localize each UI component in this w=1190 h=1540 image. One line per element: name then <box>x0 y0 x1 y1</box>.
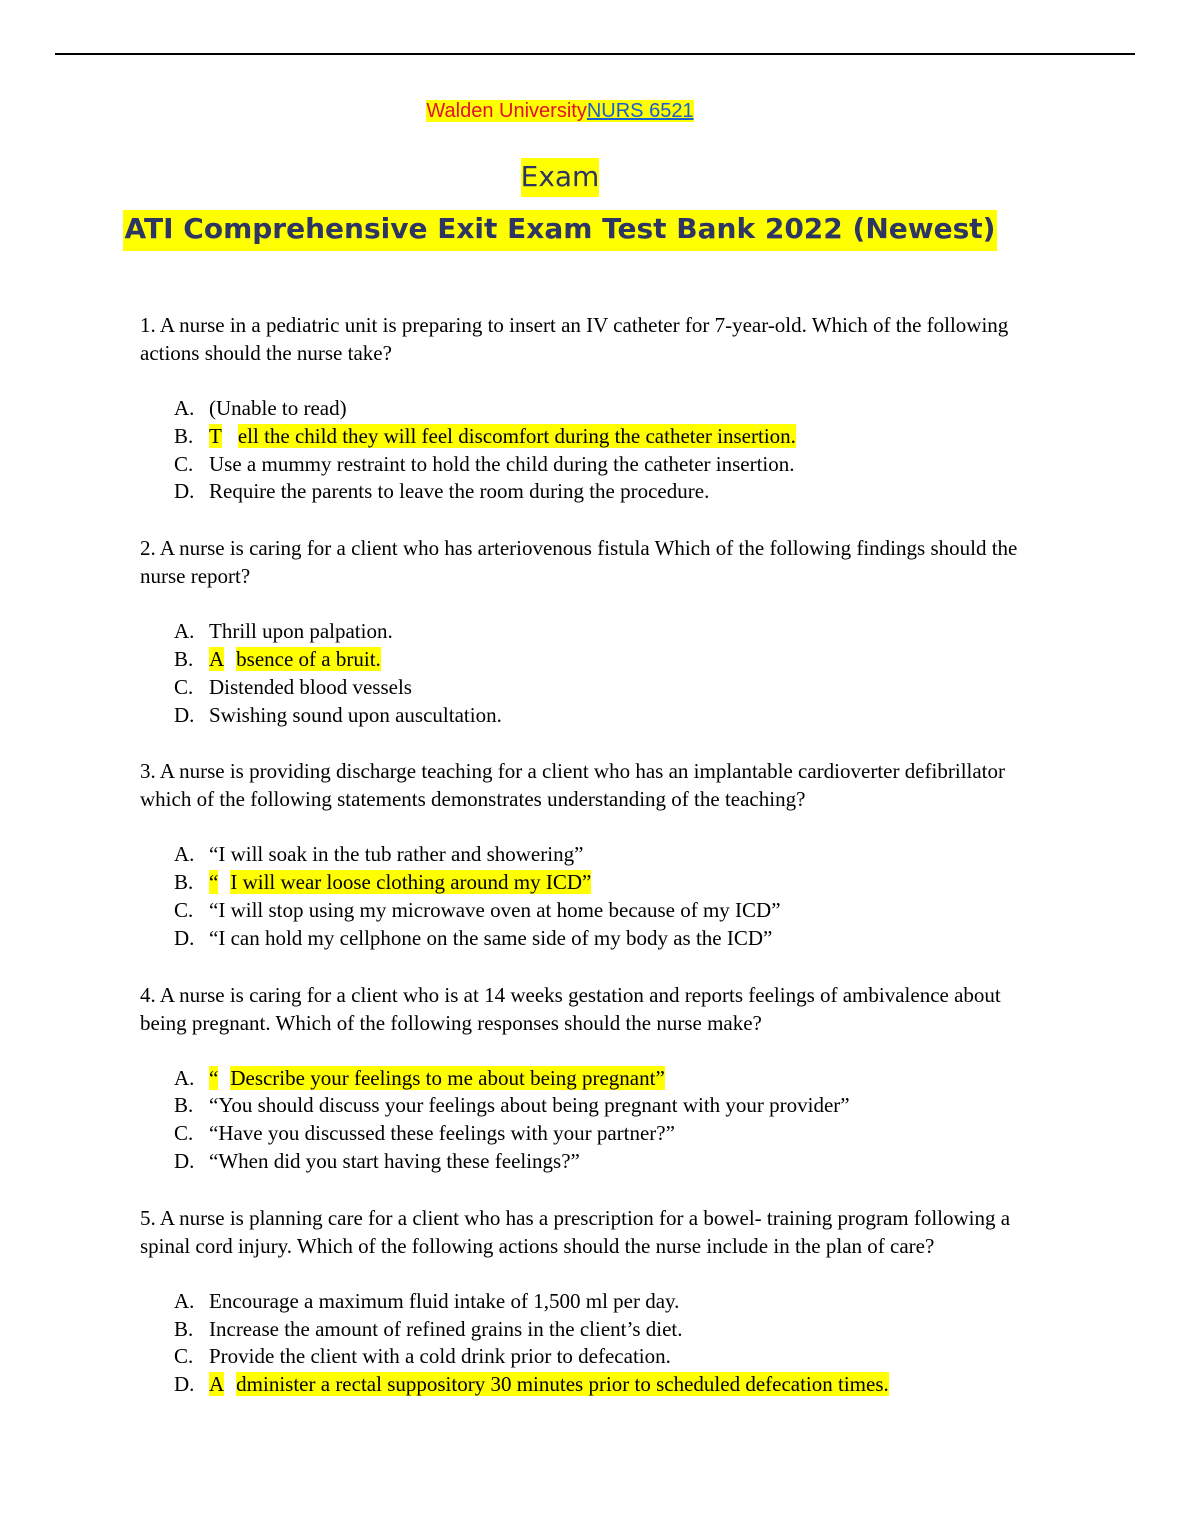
exam-label <box>0 160 1120 193</box>
option-b <box>140 1092 1040 1120</box>
question-1 <box>140 311 1040 506</box>
option-letter: D. <box>174 925 195 950</box>
option-letter: A. <box>174 619 195 644</box>
answer-highlight-initial: “ <box>209 1065 219 1090</box>
option-letter: C. <box>174 1121 194 1146</box>
option-a <box>140 395 1040 423</box>
option-text: Thrill upon palpation. <box>209 619 393 644</box>
university-name: Walden University <box>426 100 587 122</box>
option-text: “I can hold my cellphone on the same side of my body as the ICD” <box>209 925 773 950</box>
option-letter: B. <box>174 646 194 671</box>
option-b-correct <box>140 423 1040 451</box>
option-letter: B. <box>174 1316 194 1341</box>
option-text: “I will stop using my microwave oven at home because of my ICD” <box>209 897 781 922</box>
option-d-correct <box>140 1371 1040 1399</box>
option-c <box>140 451 1040 479</box>
option-d <box>140 702 1040 730</box>
option-text: “I will soak in the tub rather and showering” <box>209 842 584 867</box>
option-a <box>140 841 1040 869</box>
question-list <box>140 311 1040 1427</box>
option-d <box>140 925 1040 953</box>
option-text: Require the parents to leave the room during the procedure. <box>209 479 710 504</box>
option-letter: D. <box>174 479 195 504</box>
option-d <box>140 478 1040 506</box>
option-text: “Have you discussed these feelings with your partner?” <box>209 1121 675 1146</box>
option-letter: D. <box>174 1148 195 1173</box>
question-2 <box>140 534 1040 729</box>
option-c <box>140 1120 1040 1148</box>
option-text: Increase the amount of refined grains in the client’s diet. <box>209 1316 683 1341</box>
answer-highlight-initial: A <box>209 1372 225 1397</box>
option-a-correct <box>140 1065 1040 1093</box>
option-b <box>140 1316 1040 1344</box>
option-text: Distended blood vessels <box>209 674 412 699</box>
option-text: “You should discuss your feelings about being pregnant with your provider” <box>209 1093 850 1118</box>
option-b-correct <box>140 869 1040 897</box>
question-4 <box>140 981 1040 1176</box>
answer-highlight-initial: T <box>209 423 222 448</box>
option-d <box>140 1148 1040 1176</box>
option-letter: C. <box>174 897 194 922</box>
option-letter: A. <box>174 1288 195 1313</box>
exam-label-text: Exam <box>521 158 600 197</box>
answer-highlight-text: bsence of a bruit. <box>236 646 381 671</box>
header-highlight <box>426 100 693 122</box>
option-letter: B. <box>174 1093 194 1118</box>
question-stem: 5. A nurse is planning care for a client who has a prescription for a bowel- training program following a spinal cord injury. Which of the following actions should the nurse include in the plan of care? <box>140 1205 1011 1258</box>
document-header <box>0 100 1120 123</box>
option-text: Use a mummy restraint to hold the child during the catheter insertion. <box>209 451 795 476</box>
page-title <box>0 212 1120 245</box>
answer-highlight-initial: “ <box>209 870 219 895</box>
option-letter: D. <box>174 1372 195 1397</box>
option-c <box>140 674 1040 702</box>
answer-highlight-text: ell the child they will feel discomfort during the catheter insertion. <box>237 423 796 448</box>
option-text: Provide the client with a cold drink prior to defecation. <box>209 1344 671 1369</box>
option-letter: C. <box>174 1344 194 1369</box>
option-letter: B. <box>174 870 194 895</box>
option-letter: D. <box>174 702 195 727</box>
question-stem: 2. A nurse is caring for a client who has arteriovenous fistula Which of the following findings should the nurse report? <box>140 536 1018 589</box>
option-letter: A. <box>174 842 195 867</box>
option-a <box>140 618 1040 646</box>
option-letter: C. <box>174 674 194 699</box>
option-letter: A. <box>174 1065 195 1090</box>
option-letter: A. <box>174 396 195 420</box>
option-text: Swishing sound upon auscultation. <box>209 702 502 727</box>
question-stem: 1. A nurse in a pediatric unit is preparing to insert an IV catheter for 7-year-old. Which of the following actions should the nurse take? <box>140 313 1009 365</box>
question-3 <box>140 757 1040 952</box>
top-rule <box>55 53 1135 55</box>
option-text: “When did you start having these feelings?” <box>209 1148 580 1173</box>
answer-highlight-text: Describe your feelings to me about being pregnant” <box>230 1065 665 1090</box>
answer-highlight-text: dminister a rectal suppository 30 minutes prior to scheduled defecation times. <box>236 1372 889 1397</box>
answer-highlight-text: I will wear loose clothing around my ICD” <box>230 870 592 895</box>
option-c <box>140 897 1040 925</box>
option-letter: C. <box>174 451 194 476</box>
option-a <box>140 1288 1040 1316</box>
question-stem: 4. A nurse is caring for a client who is at 14 weeks gestation and reports feelings of ambivalence about being pregnant. Which of the following responses should the nurse make? <box>140 982 1001 1035</box>
course-code: NURS 6521 <box>586 100 694 122</box>
answer-highlight-initial: A <box>209 646 225 671</box>
page-title-text: ATI Comprehensive Exit Exam Test Bank 2022 (Newest) <box>123 210 998 251</box>
option-b-correct <box>140 646 1040 674</box>
question-5 <box>140 1204 1040 1399</box>
option-letter: B. <box>174 423 194 448</box>
option-text: Encourage a maximum fluid intake of 1,500 ml per day. <box>209 1288 680 1313</box>
option-text: (Unable to read) <box>209 396 347 420</box>
question-stem: 3. A nurse is providing discharge teaching for a client who has an implantable cardioverter defibrillator which of the following statements demonstrates understanding of the teaching? <box>140 759 1006 812</box>
option-c <box>140 1343 1040 1371</box>
